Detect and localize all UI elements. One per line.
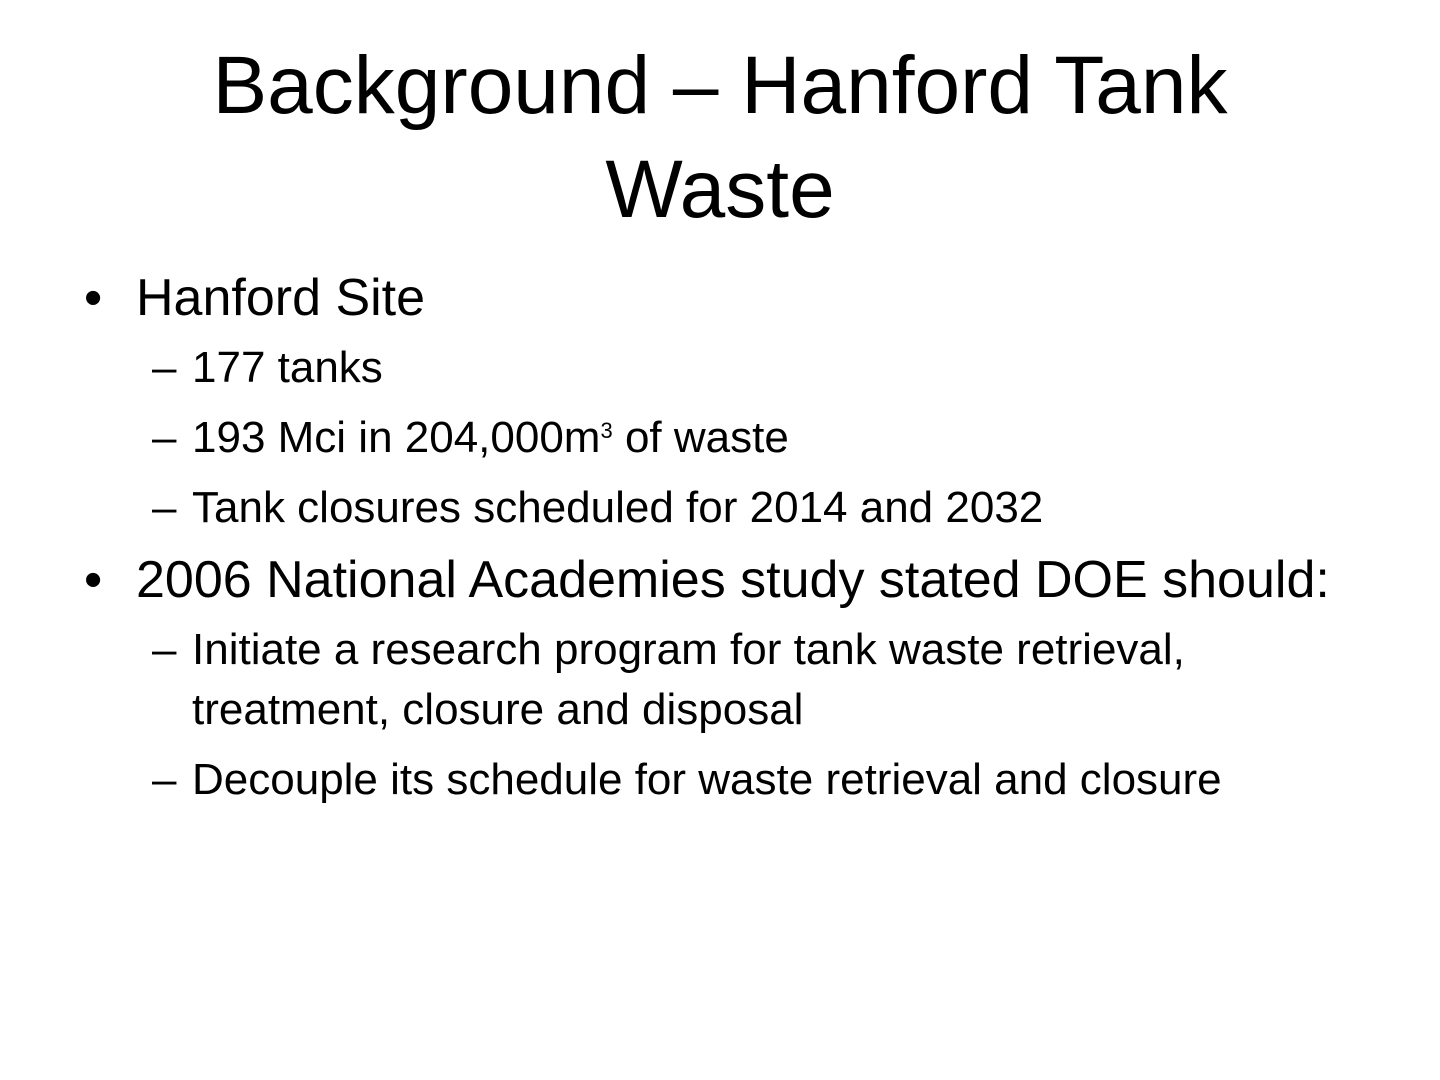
sub-bullet-list: [136, 338, 1364, 538]
bullet-text: Hanford Site: [136, 269, 426, 327]
dash-marker: –: [152, 625, 177, 674]
bullet-marker: •: [84, 551, 103, 609]
sub-bullet-text: Initiate a research program for tank waste retrieval, treatment, closure and disposal: [192, 625, 1185, 734]
bullet-item-national-academies: [84, 548, 1364, 810]
sub-bullet-item: [136, 750, 1364, 810]
sub-bullet-text: Decouple its schedule for waste retrieval and closure: [192, 755, 1222, 804]
sub-bullet-text-start: 193 Mci in 204,000m: [192, 413, 601, 462]
bullet-text: 2006 National Academies study stated DOE should:: [136, 551, 1330, 609]
bullet-list: [84, 266, 1364, 810]
sub-bullet-text: Tank closures scheduled for 2014 and 2032: [192, 483, 1044, 532]
superscript-cubed: 3: [600, 418, 613, 443]
bullet-item-hanford-site: [84, 266, 1364, 538]
slide-content: [84, 266, 1364, 820]
sub-bullet-text-end: of waste: [612, 413, 789, 462]
sub-bullet-list: [136, 620, 1364, 810]
dash-marker: –: [152, 755, 177, 804]
sub-bullet-item: [136, 478, 1364, 538]
sub-bullet-item: [136, 620, 1364, 740]
sub-bullet-item: [136, 408, 1364, 468]
dash-marker: –: [152, 343, 177, 392]
dash-marker: –: [152, 413, 177, 462]
sub-bullet-item: [136, 338, 1364, 398]
bullet-marker: •: [84, 269, 103, 327]
dash-marker: –: [152, 483, 177, 532]
slide-title: Background – Hanford Tank Waste: [212, 40, 1228, 235]
sub-bullet-text: 177 tanks: [192, 343, 383, 392]
